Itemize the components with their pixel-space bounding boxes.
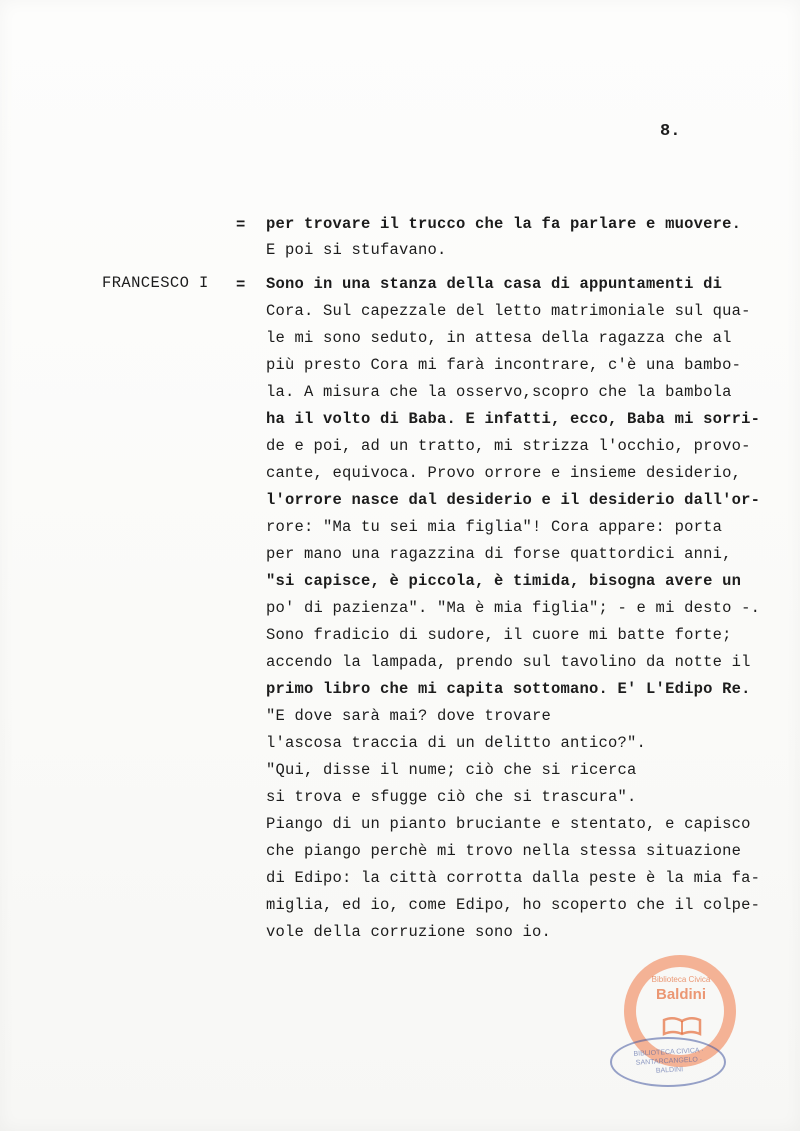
text-line: "Qui, disse il nume; ciò che si ricerca xyxy=(266,761,637,779)
text-line: po' di pazienza". "Ma è mia figlia"; - e mi desto -. xyxy=(266,599,761,617)
text-line: vole della corruzione sono io. xyxy=(266,923,552,941)
text-line: "si capisce, è piccola, è timida, bisogna avere un xyxy=(266,572,742,590)
text-line: la. A misura che la osservo,scopro che la bambola xyxy=(266,383,732,401)
text-line: E poi si stufavano. xyxy=(266,241,447,259)
text-line: rore: "Ma tu sei mia figlia"! Cora appare: porta xyxy=(266,518,723,536)
text-line: miglia, ed io, come Edipo, ho scoperto che il colpe- xyxy=(266,896,761,914)
text-line: che piango perchè mi trovo nella stessa situazione xyxy=(266,842,742,860)
text-line: Cora. Sul capezzale del letto matrimoniale sul qua- xyxy=(266,302,751,320)
text-line: primo libro che mi capita sottomano. E' L'Edipo Re. xyxy=(266,680,751,698)
text-line: si trova e sfugge ciò che si trascura". xyxy=(266,788,637,806)
text-line: di Edipo: la città corrotta dalla peste è la mia fa- xyxy=(266,869,761,887)
page-number: 8. xyxy=(660,122,681,141)
dialogue-dash: = xyxy=(236,276,246,294)
text-line: "E dove sarà mai? dove trovare xyxy=(266,707,552,725)
oval-stamp-text: BIBLIOTECA CIVICA · SANTARCANGELO · BALDINI xyxy=(633,1047,704,1075)
text-line: ha il volto di Baba. E infatti, ecco, Baba mi sorri- xyxy=(266,410,761,428)
text-line: de e poi, ad un tratto, mi strizza l'occhio, provo- xyxy=(266,437,751,455)
text-line: Piango di un pianto bruciante e stentato, e capisco xyxy=(266,815,751,833)
text-line: Sono in una stanza della casa di appuntamenti di xyxy=(266,275,723,293)
speaker-name: FRANCESCO I xyxy=(102,274,209,292)
dialogue-dash: = xyxy=(236,216,246,234)
text-line: più presto Cora mi farà incontrare, c'è una bambo- xyxy=(266,356,742,374)
text-line: per mano una ragazzina di forse quattordici anni, xyxy=(266,545,732,563)
text-line: l'ascosa traccia di un delitto antico?". xyxy=(266,734,647,752)
text-line: le mi sono seduto, in attesa della ragazza che al xyxy=(266,329,732,347)
text-line: l'orrore nasce dal desiderio e il desiderio dall'or- xyxy=(266,491,761,509)
text-line: accendo la lampada, prendo sul tavolino da notte il xyxy=(266,653,751,671)
stamp-name: Baldini xyxy=(655,986,706,1003)
library-stamp xyxy=(646,975,716,1003)
text-line: cante, equivoca. Provo orrore e insieme desiderio, xyxy=(266,464,742,482)
text-line: per trovare il trucco che la fa parlare e muovere. xyxy=(266,215,742,233)
text-line: Sono fradicio di sudore, il cuore mi batte forte; xyxy=(266,626,732,644)
stamp-top-text: Biblioteca Civica xyxy=(651,975,711,984)
